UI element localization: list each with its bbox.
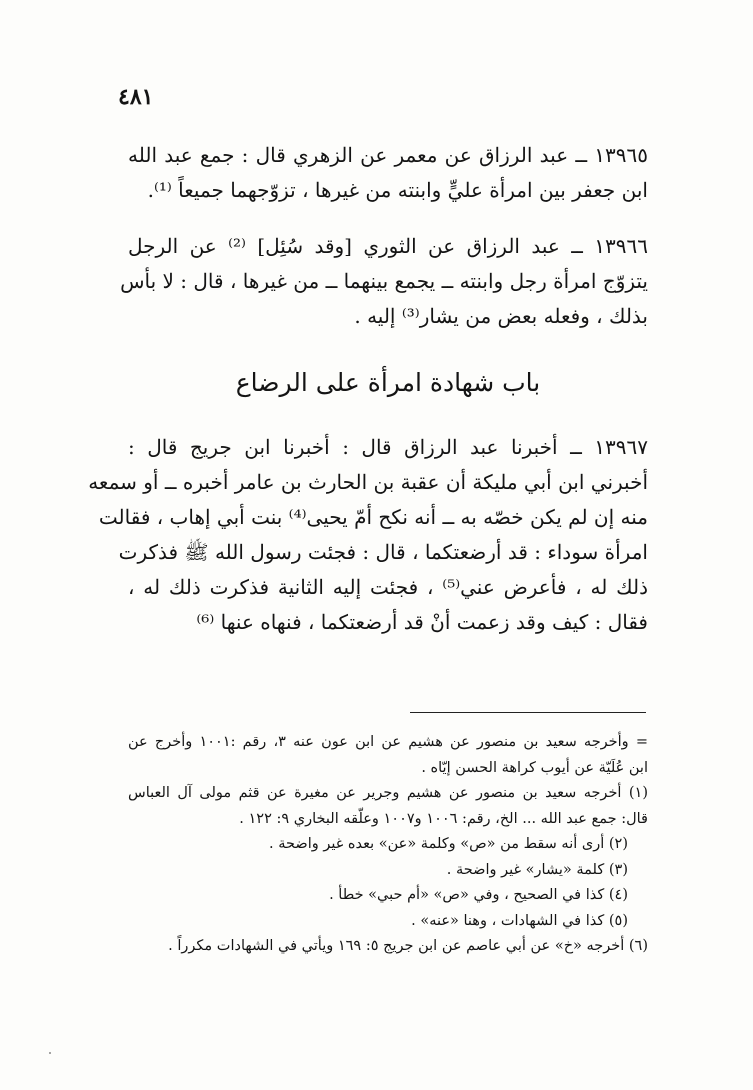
footnote-4: (٤) كذا في الصحيح ، وفي «ص» «أم حبي» خطأ . <box>329 887 628 903</box>
footnote-3: (٣) كلمة «يشار» غير واضحة . <box>446 861 628 878</box>
page-number: ٤٨١ <box>118 84 154 110</box>
footnotes <box>128 730 648 960</box>
scan-speck <box>49 1052 51 1054</box>
text-line: ١٣٩٦٦ ــ عبد الرزاق عن الثوري [وقد سُئِل] ⁽²⁾ عن الرجل <box>128 234 649 258</box>
hadith-13967 <box>88 430 648 640</box>
section-title: باب شهادة امرأة على الرضاع <box>235 368 541 397</box>
footnote-line: قال: جمع عبد الله ... الخ، رقم: ١٠٠٦ و١٠٠٧ وعلّقه البخاري ٩: ١٢٢ . <box>239 810 648 827</box>
footnote-line: = وأخرجه سعيد بن منصور عن هشيم عن ابن عون عنه ٣، رقم :١٠٠١ وأخرج عن <box>128 734 648 750</box>
text-line: ١٣٩٦٧ ــ أخبرنا عبد الرزاق قال : أخبرنا ابن جريج قال : <box>128 435 648 459</box>
footnote-divider <box>410 712 646 713</box>
text-line: فقال : كيف وقد زعمت أنْ قد أرضعتكما ، فنهاه عنها ⁽⁶⁾ <box>196 610 648 634</box>
text-line: بذلك ، وفعله بعض من يشار⁽³⁾ إليه . <box>354 304 648 328</box>
footnote-5: (٥) كذا في الشهادات ، وهنا «عنه» . <box>411 912 628 929</box>
text-line: ذلك له ، فأعرض عني⁽⁵⁾ ، فجئت إليه الثانية فذكرت ذلك له ، <box>128 575 648 599</box>
main-text <box>88 138 649 640</box>
text-line: منه إن لم يكن خصّه به ــ أنه نكح أمّ يحيى⁽⁴⁾ بنت أبي إهاب ، فقالت <box>98 505 648 529</box>
footnote-6: (٦) أخرجه «خ» عن أبي عاصم عن ابن جريج ٥: ١٦٩ ويأتي في الشهادات مكرراً . <box>168 938 648 954</box>
text-line: ١٣٩٦٥ ــ عبد الرزاق عن معمر عن الزهري قال : جمع عبد الله <box>128 143 648 167</box>
text-line: امرأة سوداء : قد أرضعتكما ، قال : فجئت رسول الله ﷺ فذكرت <box>118 540 648 564</box>
text-line: ابن جعفر بين امرأة عليٍّ وابنته من غيرها ، تزوّجهما جميعاً ⁽¹⁾. <box>147 178 648 202</box>
footnote-2: (٢) أرى أنه سقط من «ص» وكلمة «عن» بعده غير واضحة . <box>269 836 628 852</box>
text-line: أخبرني ابن أبي مليكة أن عقبة بن الحارث بن عامر أخبره ــ أو سمعه <box>88 470 648 494</box>
footnote-line: ابن عُلَيّة عن أيوب كراهة الحسن إيّاه . <box>421 759 648 776</box>
text-line: يتزوّج امرأة رجل وابنته ــ يجمع بينهما ــ من غيرها ، قال : لا بأس <box>120 269 648 293</box>
hadith-13966 <box>120 229 649 334</box>
hadith-13965 <box>128 138 648 208</box>
footnote-1: (١) أخرجه سعيد بن منصور عن هشيم وجرير عن مغيرة عن قثم مولى آل العباس <box>128 785 648 801</box>
